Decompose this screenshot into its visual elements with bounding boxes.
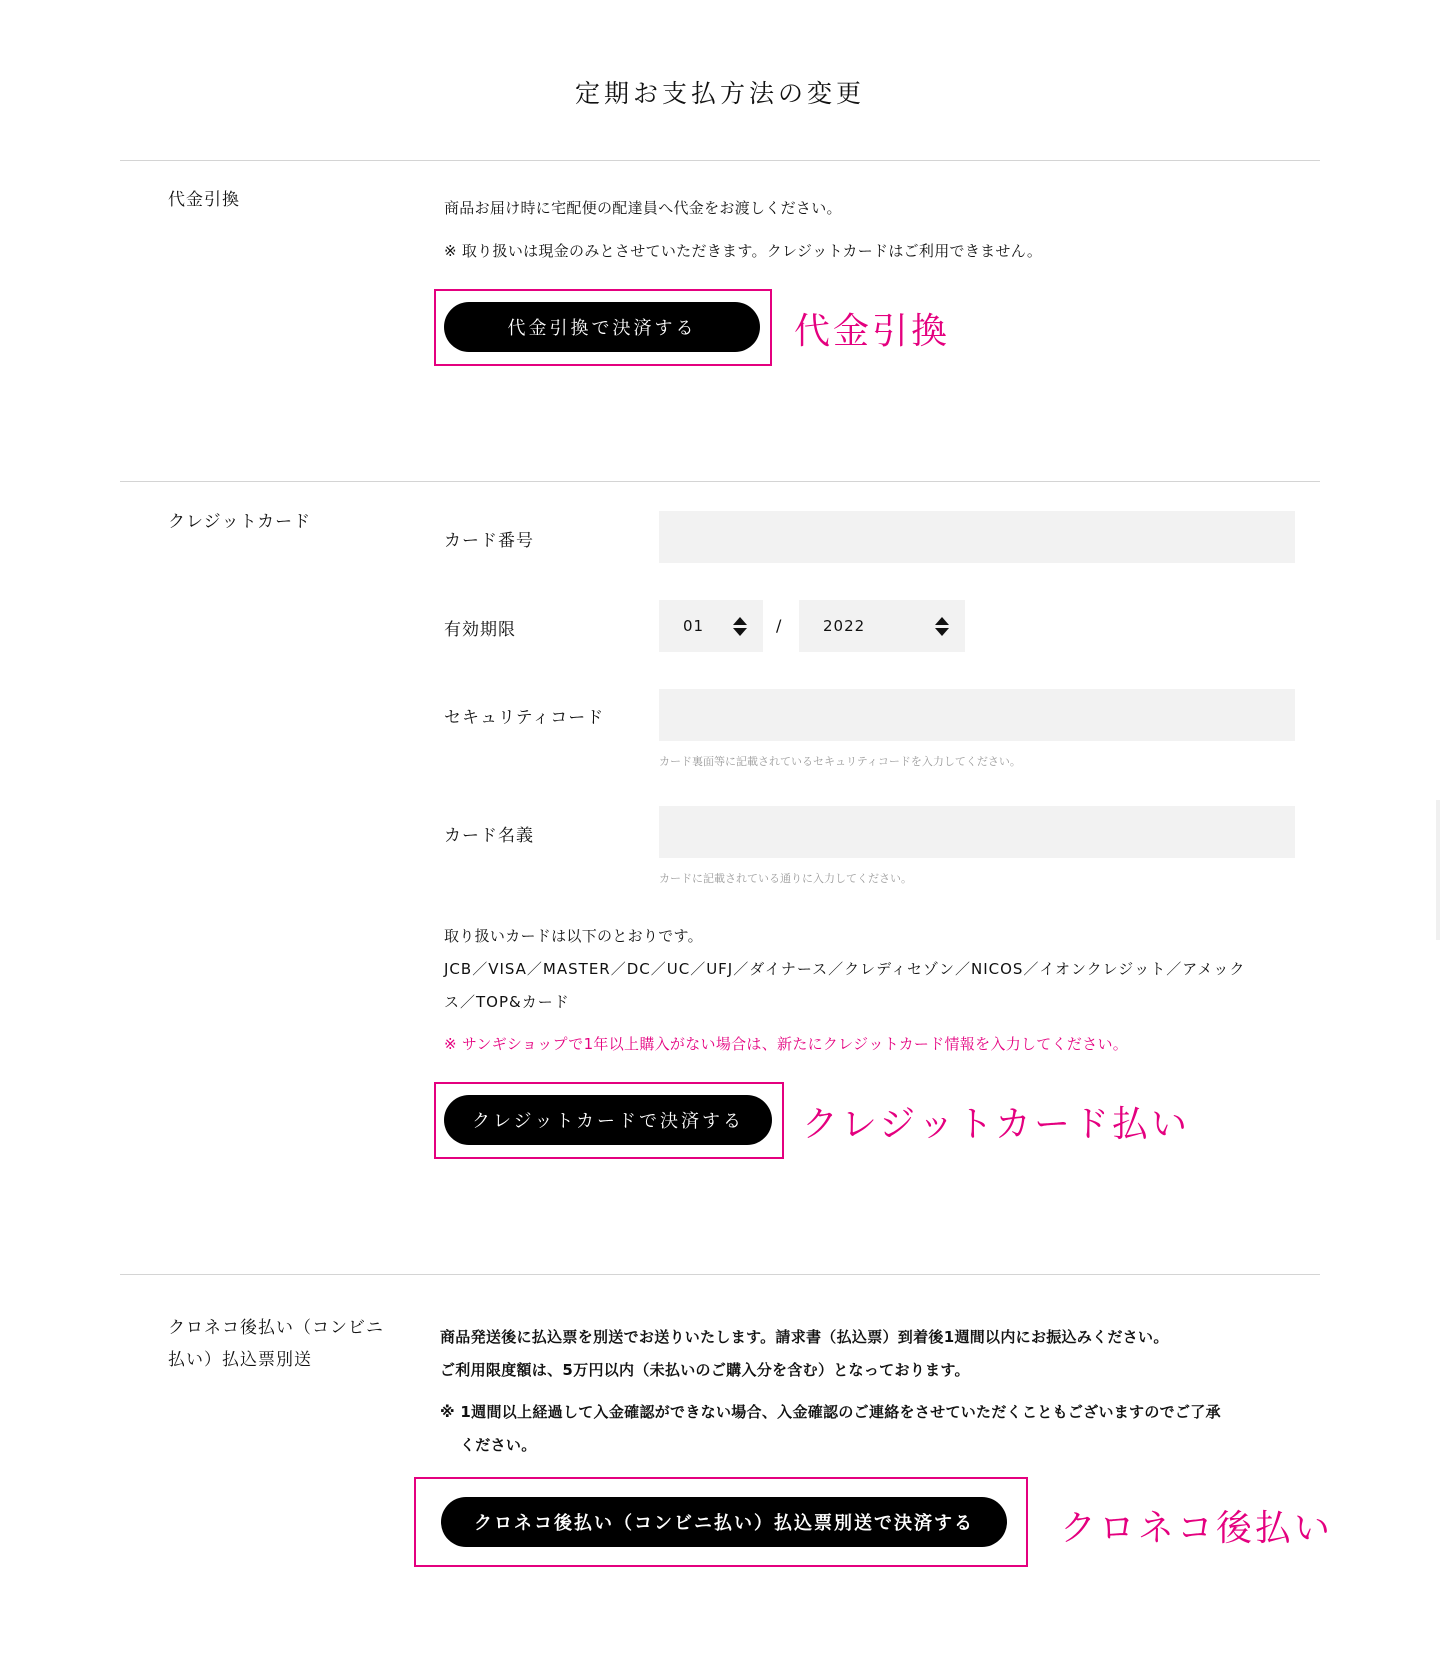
accepted-cards-list-cont: ス／TOP&カード [444,993,570,1011]
accepted-cards-list: JCB／VISA／MASTER／DC／UC／UFJ／ダイナース／クレディセゾン／NICOS／イオンクレジット／アメック [444,960,1246,978]
expiry-separator: / [776,616,782,635]
section-divider [120,1274,1320,1275]
card-name-label: カード名義 [444,826,534,846]
kuroneko-limit: ご利用限度額は、5万円以内（未払いのご購入分を含む）となっております。 [440,1361,970,1379]
expiry-label: 有効期限 [444,620,516,640]
credit-pay-button[interactable]: クレジットカードで決済する [444,1095,772,1145]
section-divider [120,481,1320,482]
kuroneko-section-label-cont: 払い）払込票別送 [168,1350,312,1370]
cod-description: 商品お届け時に宅配便の配達員へ代金をお渡しください。 [444,199,842,217]
expiry-month-value: 01 [683,617,705,635]
credit-note: ※ サンギショップで1年以上購入がない場合は、新たにクレジットカード情報を入力してください。 [444,1035,1129,1053]
security-code-help: カード裏面等に記載されているセキュリティコードを入力してください。 [659,755,1021,768]
credit-annotation: クレジットカード払い [802,1104,1191,1145]
kuroneko-section-label: クロネコ後払い（コンビニ [168,1318,384,1338]
card-number-input[interactable] [659,511,1295,563]
credit-section-label: クレジットカード [168,512,312,532]
up-down-arrows-icon [935,617,949,636]
kuroneko-pay-button[interactable]: クロネコ後払い（コンビニ払い）払込票別送で決済する [441,1497,1007,1547]
security-code-label: セキュリティコード [444,708,605,728]
kuroneko-note: ※ 1週間以上経過して入金確認ができない場合、入金確認のご連絡をさせていただくこともございますのでご了承 [440,1403,1221,1421]
kuroneko-note-cont: ください。 [460,1436,537,1454]
accepted-cards-intro: 取り扱いカードは以下のとおりです。 [444,927,703,945]
cod-note: ※ 取り扱いは現金のみとさせていただきます。クレジットカードはご利用できません。 [444,242,1043,260]
section-divider [120,160,1320,161]
expiry-year-select[interactable] [799,600,965,652]
cod-section-label: 代金引換 [168,190,240,210]
kuroneko-annotation: クロネコ後払い [1060,1508,1334,1549]
scrollbar[interactable] [1436,800,1440,940]
card-name-input[interactable] [659,806,1295,858]
kuroneko-description: 商品発送後に払込票を別送でお送りいたします。請求書（払込票）到着後1週間以内にお振込みください。 [440,1328,1169,1346]
up-down-arrows-icon [733,617,747,636]
security-code-input[interactable] [659,689,1295,741]
card-name-help: カードに記載されている通りに入力してください。 [659,872,912,885]
expiry-year-value: 2022 [823,617,866,635]
expiry-month-select[interactable] [659,600,763,652]
cod-annotation: 代金引換 [794,311,951,352]
cod-pay-button[interactable]: 代金引換で決済する [444,302,760,352]
card-number-label: カード番号 [444,531,534,551]
page-title: 定期お支払方法の変更 [574,79,865,108]
